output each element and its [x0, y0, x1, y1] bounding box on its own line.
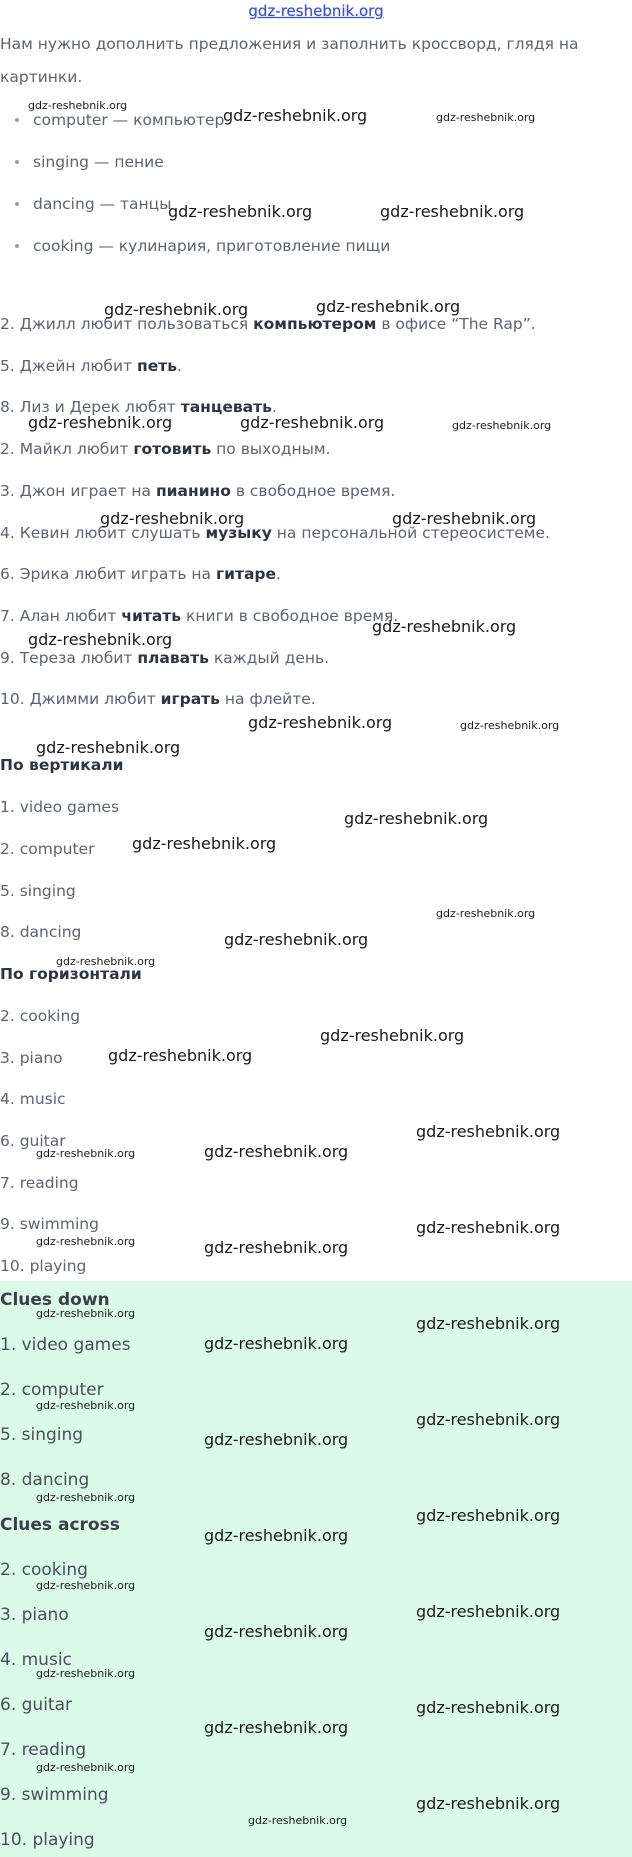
- watermark: gdz-reshebnik.org: [416, 1410, 561, 1429]
- sentence-text: по выходным.: [211, 440, 331, 458]
- watermark: gdz-reshebnik.org: [416, 1602, 561, 1621]
- clue-across-item: 9. swimming: [0, 1785, 109, 1805]
- watermark: gdz-reshebnik.org: [204, 1718, 349, 1737]
- clue-across-item: 7. reading: [0, 1740, 87, 1760]
- watermark: gdz-reshebnik.org: [436, 907, 536, 920]
- watermark: gdz-reshebnik.org: [416, 1506, 561, 1525]
- vocab-list: [0, 99, 391, 270]
- watermark: gdz-reshebnik.org: [168, 202, 313, 221]
- clue-across-item: 6. guitar: [0, 1695, 72, 1715]
- watermark: gdz-reshebnik.org: [28, 99, 128, 112]
- clues-across-heading: Clues across: [0, 1515, 120, 1535]
- sentence-text: 6. Эрика любит играть на: [0, 565, 216, 583]
- sentence-text: 9. Тереза любит: [0, 649, 138, 667]
- sentence-line: [0, 313, 536, 335]
- sentence-text: каждый день.: [208, 649, 330, 667]
- watermark: gdz-reshebnik.org: [372, 617, 517, 636]
- horizontal-item: 2. cooking: [0, 1007, 81, 1025]
- clue-down-item: 8. dancing: [0, 1470, 90, 1490]
- watermark: gdz-reshebnik.org: [223, 106, 368, 125]
- vocab-item: cooking — кулинария, приготовление пищи: [0, 228, 390, 270]
- vocab-item: singing — пение: [0, 144, 390, 186]
- watermark: gdz-reshebnik.org: [108, 1046, 253, 1065]
- watermark: gdz-reshebnik.org: [36, 1399, 136, 1412]
- intro-text: Нам нужно дополнить предложения и заполнить кроссворд, глядя на картинки.: [0, 35, 579, 86]
- watermark: gdz-reshebnik.org: [416, 1218, 561, 1237]
- clue-across-item: 4. music: [0, 1650, 72, 1670]
- watermark: gdz-reshebnik.org: [204, 1622, 349, 1641]
- watermark: gdz-reshebnik.org: [416, 1794, 561, 1813]
- watermark: gdz-reshebnik.org: [204, 1142, 349, 1161]
- watermark: gdz-reshebnik.org: [320, 1026, 465, 1045]
- clues-down-heading: Clues down: [0, 1290, 110, 1310]
- watermark: gdz-reshebnik.org: [132, 834, 277, 853]
- sentence-text: .: [177, 357, 182, 375]
- site-header-link[interactable]: gdz-reshebnik.org: [248, 2, 384, 20]
- sentence-text: 2. Джилл любит пользоваться: [0, 315, 254, 333]
- watermark: gdz-reshebnik.org: [392, 509, 537, 528]
- watermark: gdz-reshebnik.org: [416, 1122, 561, 1141]
- watermark: gdz-reshebnik.org: [36, 1667, 136, 1680]
- clue-down-item: 1. video games: [0, 1335, 131, 1355]
- watermark: gdz-reshebnik.org: [248, 1814, 348, 1827]
- watermark: gdz-reshebnik.org: [104, 300, 249, 319]
- horizontal-item: 10. playing: [0, 1257, 87, 1275]
- sentence-text: книги в свободное время.: [181, 607, 399, 625]
- sentence-line: [0, 605, 398, 627]
- watermark: gdz-reshebnik.org: [56, 955, 156, 968]
- vertical-item: 1. video games: [0, 798, 120, 816]
- clue-down-item: 5. singing: [0, 1425, 84, 1445]
- sentence-text: 10. Джимми любит: [0, 690, 161, 708]
- watermark: gdz-reshebnik.org: [204, 1430, 349, 1449]
- watermark: gdz-reshebnik.org: [100, 509, 245, 528]
- watermark: gdz-reshebnik.org: [28, 413, 173, 432]
- watermark: gdz-reshebnik.org: [28, 630, 173, 649]
- watermark: gdz-reshebnik.org: [436, 111, 536, 124]
- watermark: gdz-reshebnik.org: [380, 202, 525, 221]
- sentence-answer: петь: [137, 357, 178, 375]
- watermark: gdz-reshebnik.org: [36, 1761, 136, 1774]
- watermark: gdz-reshebnik.org: [248, 713, 393, 732]
- sentence-answer: пианино: [155, 482, 231, 500]
- sentence-answer: компьютером: [253, 315, 377, 333]
- watermark: gdz-reshebnik.org: [36, 1579, 136, 1592]
- watermark: gdz-reshebnik.org: [416, 1314, 561, 1333]
- sentence-line: [0, 647, 329, 669]
- watermark: gdz-reshebnik.org: [416, 1698, 561, 1717]
- sentence-line: [0, 355, 182, 377]
- sentence-text: 3. Джон играет на: [0, 482, 156, 500]
- sentence-answer: читать: [121, 607, 182, 625]
- horizontal-item: 7. reading: [0, 1174, 79, 1192]
- sentence-answer: гитаре: [216, 565, 277, 583]
- sentence-text: 5. Джейн любит: [0, 357, 138, 375]
- clue-across-item: 2. cooking: [0, 1560, 88, 1580]
- sentence-text: 4. Кевин любит слушать: [0, 524, 206, 542]
- sentence-text: .: [276, 565, 281, 583]
- watermark: gdz-reshebnik.org: [240, 413, 385, 432]
- sentence-answer: плавать: [137, 649, 209, 667]
- watermark: gdz-reshebnik.org: [452, 419, 552, 432]
- horizontal-item: 4. music: [0, 1090, 66, 1108]
- horizontal-heading: По горизонтали: [0, 965, 142, 983]
- sentence-line: [0, 688, 316, 710]
- sentence-line: [0, 438, 330, 460]
- watermark: gdz-reshebnik.org: [204, 1526, 349, 1545]
- horizontal-item: 9. swimming: [0, 1215, 99, 1233]
- sentence-answer: готовить: [133, 440, 212, 458]
- clue-down-item: 2. computer: [0, 1380, 104, 1400]
- watermark: gdz-reshebnik.org: [224, 930, 369, 949]
- watermark: gdz-reshebnik.org: [204, 1334, 349, 1353]
- watermark: gdz-reshebnik.org: [36, 1491, 136, 1504]
- sentence-text: на персональной стереосистеме.: [271, 524, 550, 542]
- watermark: gdz-reshebnik.org: [36, 1307, 136, 1320]
- watermark: gdz-reshebnik.org: [36, 738, 181, 757]
- vertical-heading: По вертикали: [0, 756, 124, 774]
- vertical-item: 8. dancing: [0, 923, 82, 941]
- watermark: gdz-reshebnik.org: [316, 297, 461, 316]
- sentence-text: в свободное время.: [230, 482, 396, 500]
- horizontal-item: 3. piano: [0, 1049, 63, 1067]
- clue-across-item: 3. piano: [0, 1605, 69, 1625]
- sentence-text: 8. Лиз и Дерек любят: [0, 398, 181, 416]
- watermark: gdz-reshebnik.org: [344, 809, 489, 828]
- sentence-answer: играть: [160, 690, 220, 708]
- watermark: gdz-reshebnik.org: [36, 1235, 136, 1248]
- sentence-line: [0, 480, 395, 502]
- sentence-text: 2. Майкл любит: [0, 440, 134, 458]
- watermark: gdz-reshebnik.org: [460, 719, 560, 732]
- horizontal-item: 6. guitar: [0, 1132, 66, 1150]
- sentence-text: на флейте.: [219, 690, 316, 708]
- vertical-item: 5. singing: [0, 882, 76, 900]
- clue-across-item: 10. playing: [0, 1830, 95, 1850]
- sentence-text: в офисе “The Rap”.: [376, 315, 536, 333]
- sentence-line: [0, 563, 281, 585]
- sentence-text: .: [271, 398, 277, 416]
- vocab-item: dancing — танцы: [0, 186, 390, 228]
- vocab-item: computer — компьютер: [0, 102, 390, 144]
- vertical-item: 2. computer: [0, 840, 95, 858]
- sentence-answer: музыку: [205, 524, 272, 542]
- watermark: gdz-reshebnik.org: [36, 1147, 136, 1160]
- sentence-answer: танцевать: [180, 398, 272, 416]
- sentence-text: 7. Алан любит: [0, 607, 122, 625]
- watermark: gdz-reshebnik.org: [204, 1238, 349, 1257]
